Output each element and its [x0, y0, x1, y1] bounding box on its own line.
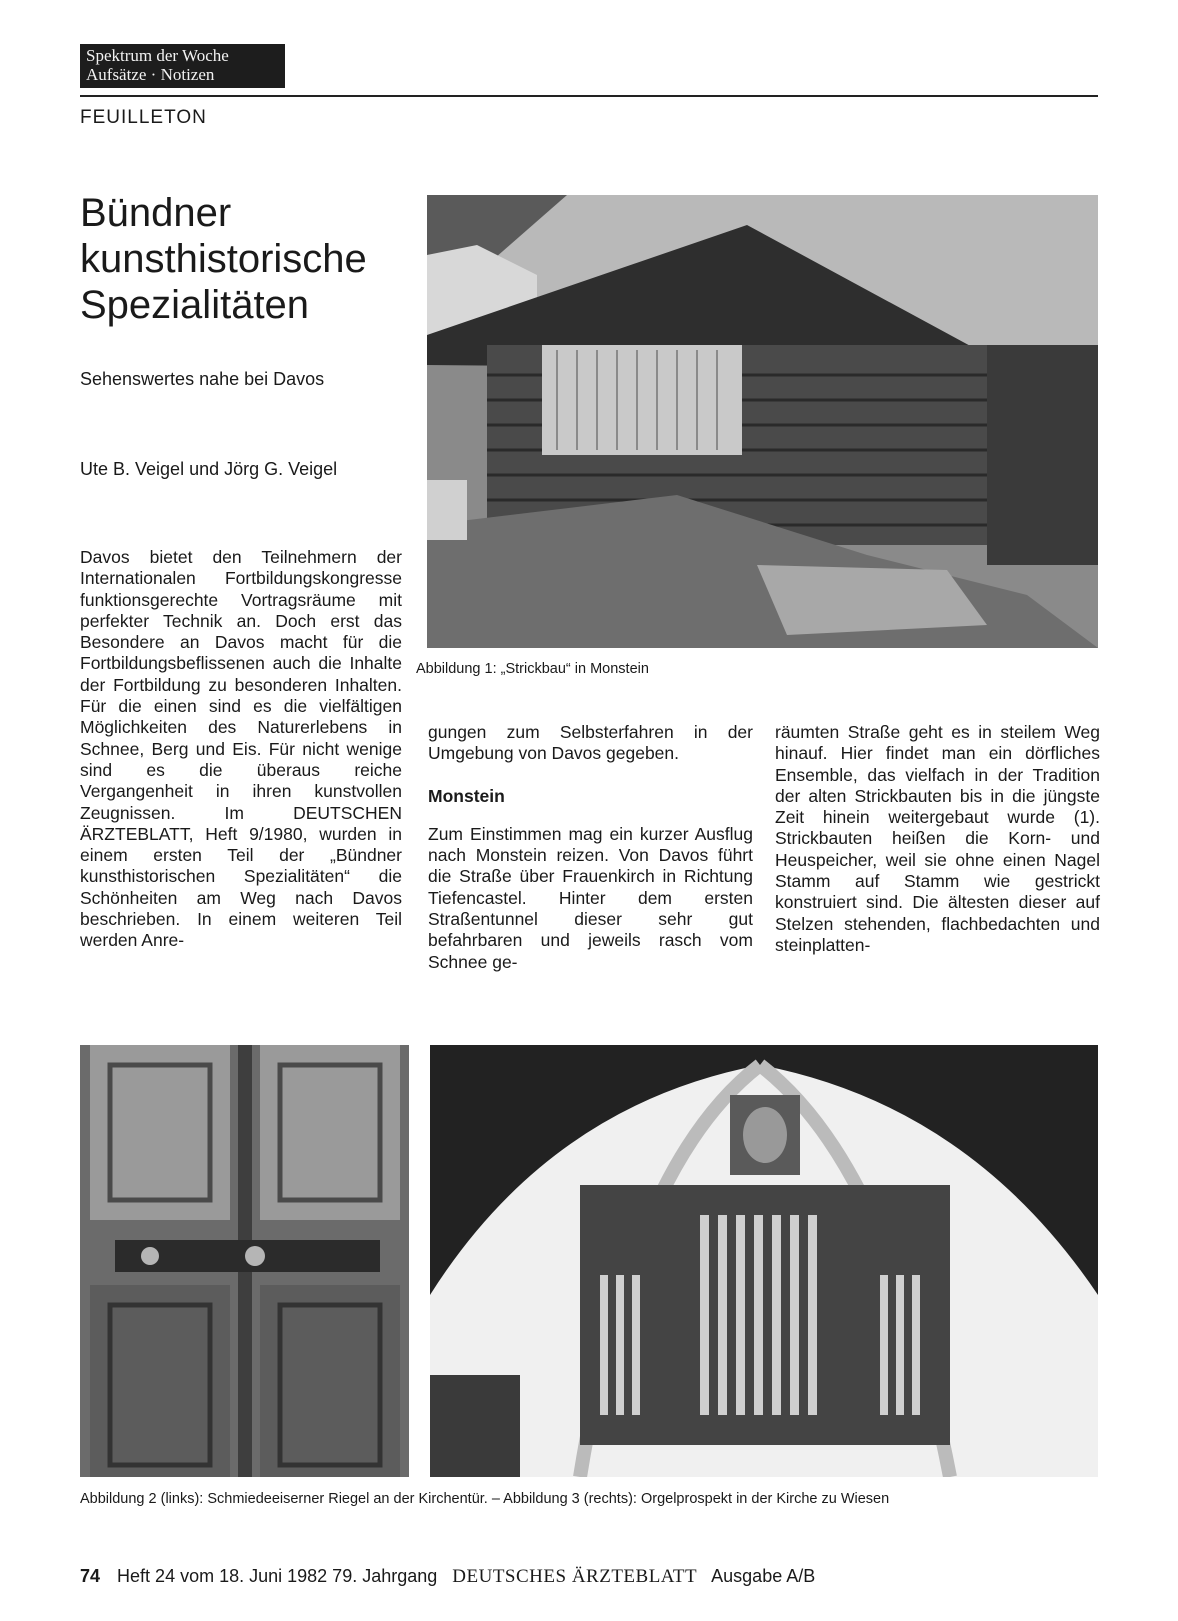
figure-3-photo: [430, 1045, 1098, 1477]
figure-2-photo: [80, 1045, 409, 1477]
body-paragraph: Davos bietet den Teilnehmern der Internationalen Fortbildungskongresse funktionsgerechte Vortragsräume mit perfekter Technik an. Doch erst das Besondere an Davos macht für die Fortbildungsbeflissenen auch die Inhalte der Fortbildung zu besonderen Inhalten. Für die einen sind es die vielfältigen Möglichkeiten des Naturerlebens in Schnee, Berg und Eis. Für nicht wenige sind es die überaus reiche Vergangenheit in ihren kunstvollen Zeugnissen. Im DEUTSCHEN ÄRZTEBLATT, Heft 9/1980, wurden in einem ersten Teil der „Bündner kunsthistorischen Spezialitäten“ die Schönheiten am Weg nach Davos beschrieben. In einem weiteren Teil werden Anre-: [80, 547, 402, 951]
figure-2-3-caption: Abbildung 2 (links): Schmiedeeiserner Riegel an der Kirchentür. – Abbildung 3 (rechts): Orgelprospekt in der Kirche zu Wiesen: [80, 1491, 890, 1507]
body-column-3: [775, 722, 1100, 956]
article-title: [80, 190, 420, 328]
article-authors: Ute B. Veigel und Jörg G. Veigel: [80, 459, 338, 479]
badge-line-2: Aufsätze · Notizen: [86, 65, 215, 84]
edition-label: Ausgabe A/B: [711, 1566, 816, 1586]
header-rule: [80, 95, 1098, 97]
figure-1-photo: [427, 195, 1098, 648]
body-paragraph: gungen zum Selbsterfahren in der Umgebung von Davos gegeben.: [428, 722, 753, 764]
section-label: FEUILLETON: [80, 107, 207, 128]
masthead: DEUTSCHES ÄRZTEBLATT: [452, 1566, 698, 1587]
page-footer: [80, 1566, 815, 1588]
title-line-1: Bündner: [80, 191, 232, 235]
subheading: Monstein: [428, 785, 505, 806]
issue-info: Heft 24 vom 18. Juni 1982 79. Jahrgang: [117, 1566, 438, 1586]
section-badge: [80, 44, 285, 88]
body-column-2: [428, 722, 753, 973]
figure-1-caption: Abbildung 1: „Strickbau“ in Monstein: [416, 661, 649, 677]
title-line-2: kunsthistorische: [80, 237, 367, 281]
body-paragraph: räumten Straße geht es in steilem Weg hinauf. Hier findet man ein dörfliches Ensemble, das vielfach in der Tradition der alten Strickbauten bis in die jüngste Zeit hinein weitergebaut wurde (1). Strickbauten heißen die Korn- und Heuspeicher, weil sie ohne einen Nagel Stamm auf Stamm wie gestrickt konstruiert sind. Die ältesten dieser auf Stelzen stehenden, flachbedachten und steinplatten-: [775, 722, 1100, 955]
body-paragraph: Zum Einstimmen mag ein kurzer Ausflug nach Monstein reizen. Von Davos führt die Straße über Frauenkirch in Richtung Tiefencastel. Hinter dem ersten Straßentunnel dieser sehr gut befahrbaren und jeweils rasch vom Schnee ge-: [428, 823, 753, 972]
body-column-1: [80, 547, 402, 952]
page-number: 74: [80, 1566, 101, 1586]
title-line-3: Spezialitäten: [80, 283, 310, 327]
article-subtitle: Sehenswertes nahe bei Davos: [80, 369, 325, 389]
badge-line-1: Spektrum der Woche: [86, 46, 229, 65]
